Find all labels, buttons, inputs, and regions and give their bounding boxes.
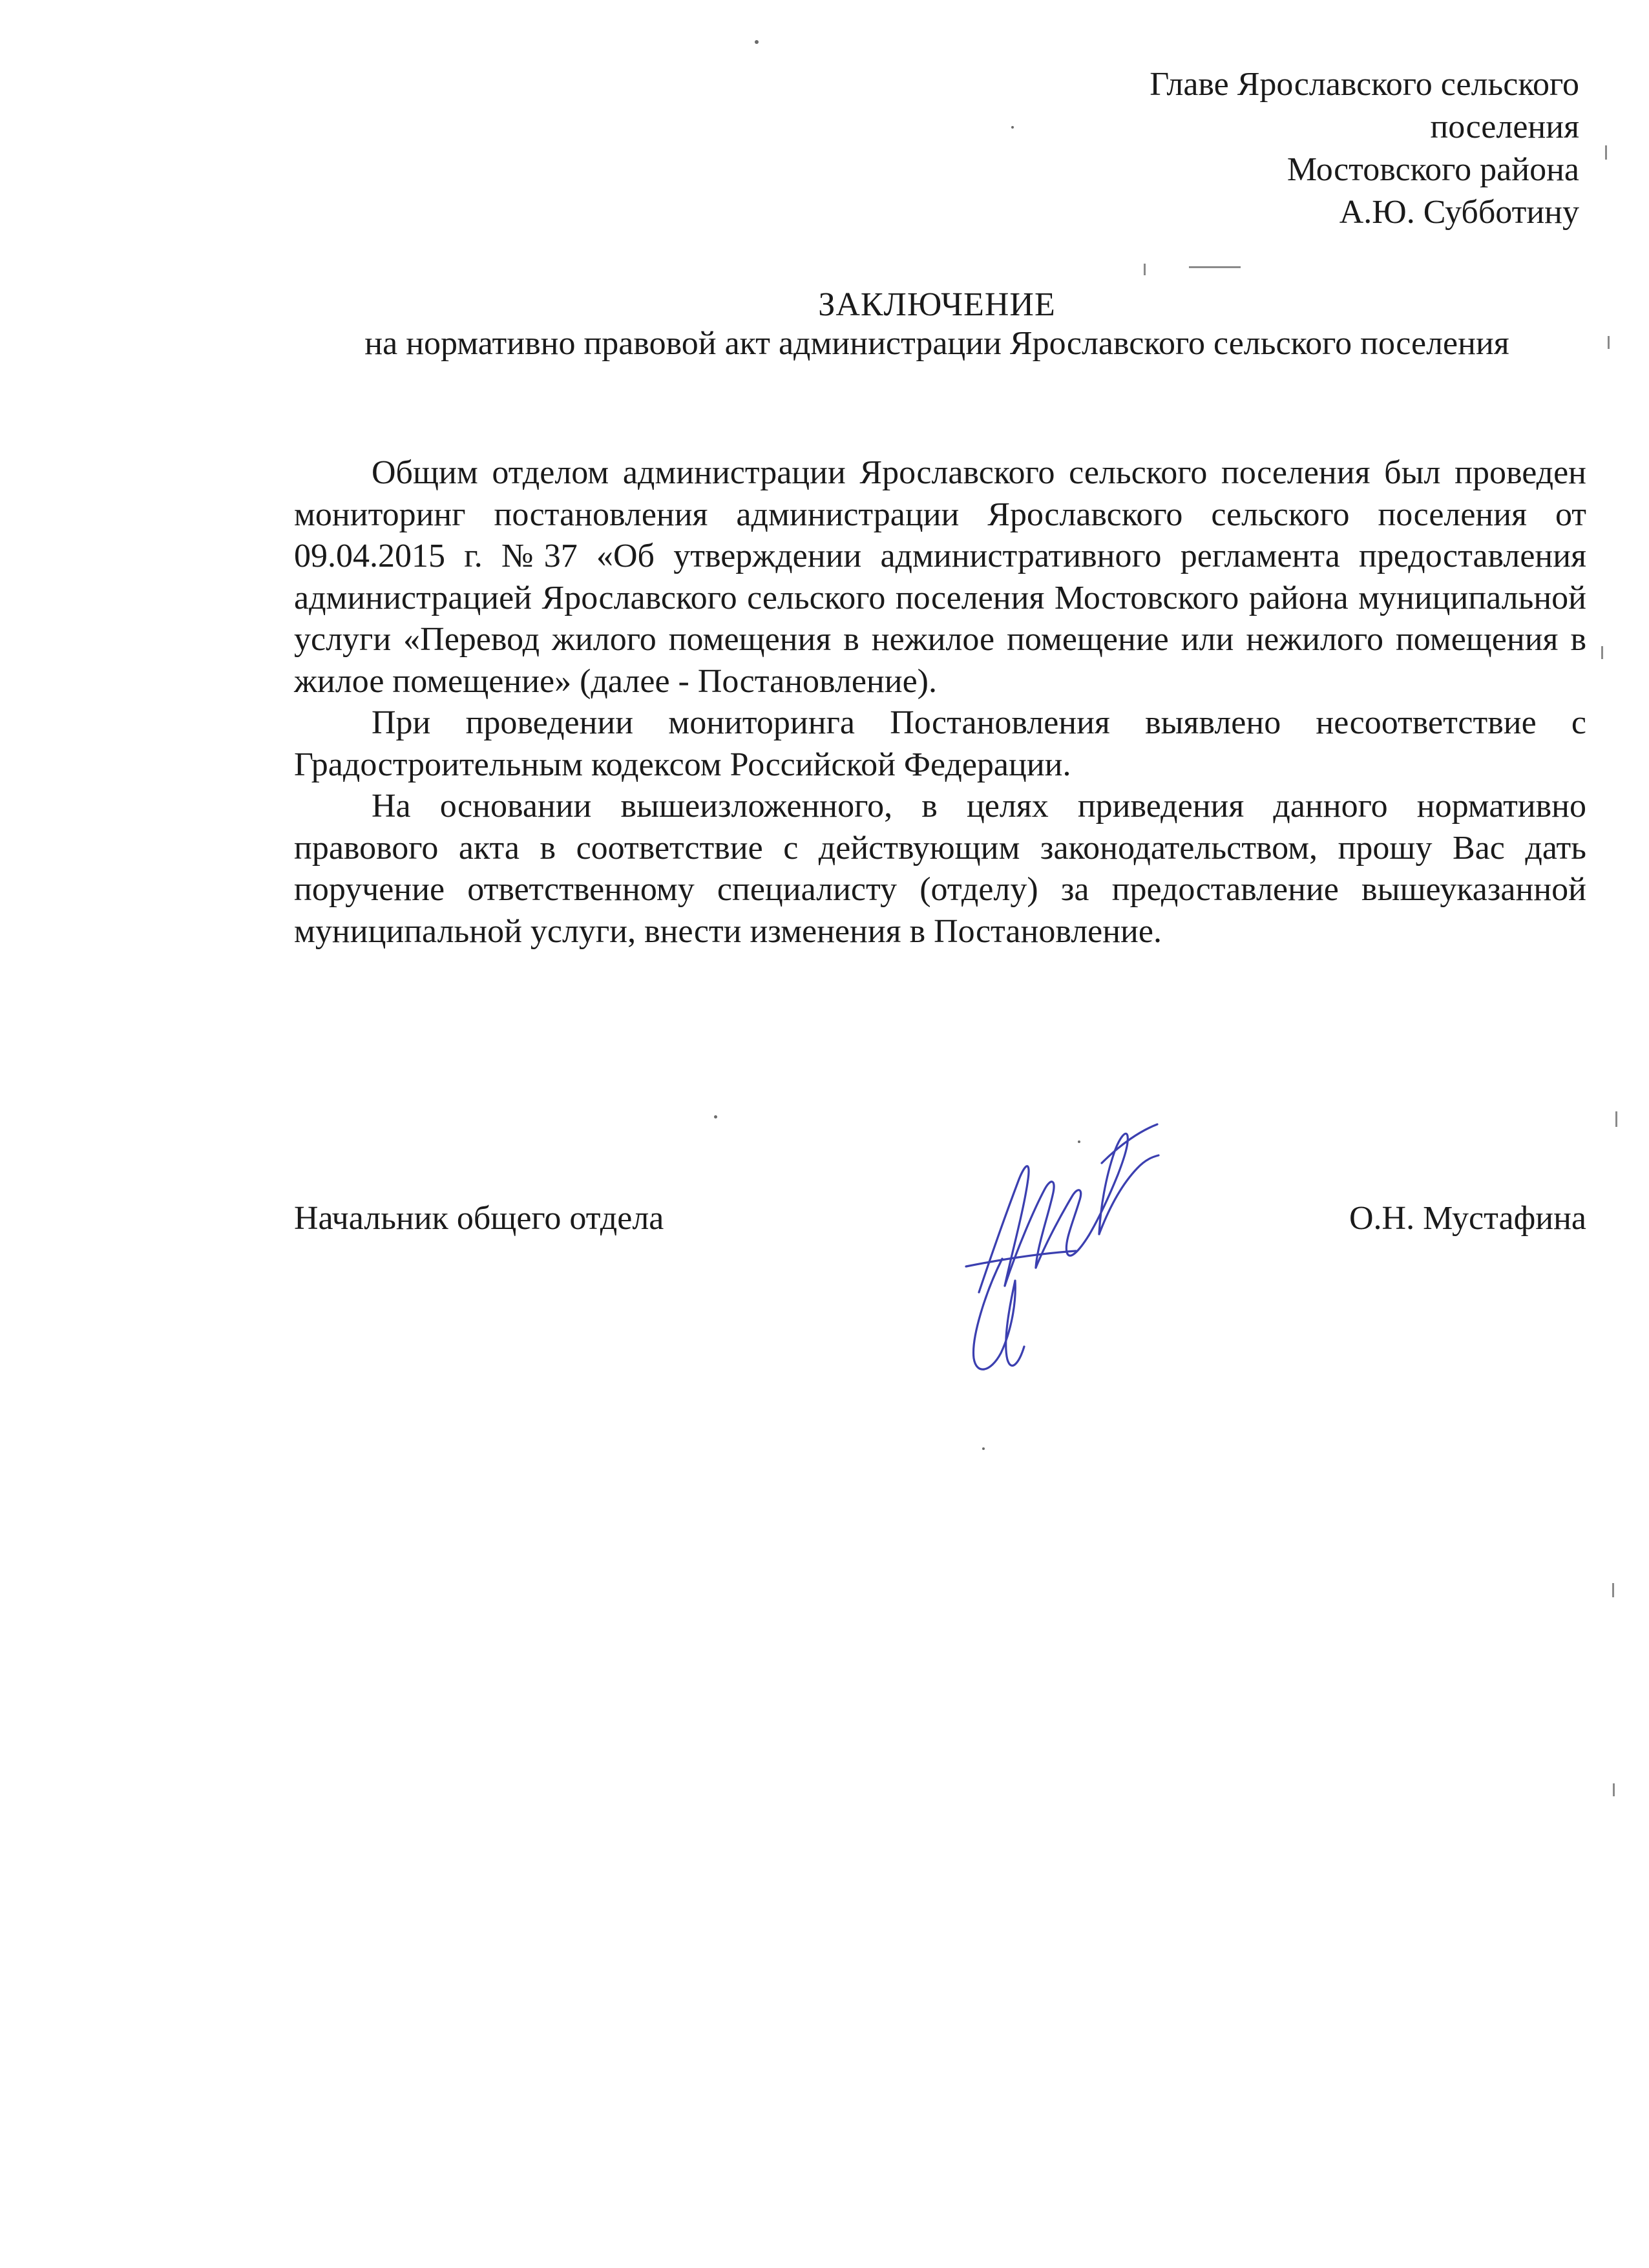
body-paragraph-2: При проведении мониторинга Постановления выявлено несоответствие с Градостроительным кодексом Российской Федерации. (294, 704, 1586, 783)
signer-position: Начальник общего отдела (294, 1200, 664, 1237)
scan-mark (1608, 336, 1610, 349)
scan-mark (1601, 646, 1603, 659)
signature-block (294, 1182, 1586, 1350)
scan-speck (714, 1115, 717, 1118)
scan-mark (1613, 1783, 1615, 1796)
body-paragraph-1: Общим отделом администрации Ярославского сельского поселения был проведен мониторинг постановления администрации Ярославского сельского поселения от 09.04.2015 г. №37 «Об утверждении административного регламента предоставления администрацией Ярославского сельского поселения Мостовского района муниципальной услуги «Перевод жилого помещения в нежилое помещение или нежилого помещения в жилое помещение» (далее - Постановление). (294, 454, 1586, 700)
body-paragraph-3: На основании вышеизложенного, в целях приведения данного нормативно правового акта в соответствие с действующим законодательством, прошу Вас дать поручение ответственному специалисту (отделу) за предоставление вышеуказанной муниципальной услуги, внести изменения в Постановление. (294, 788, 1586, 950)
scan-mark (1612, 1583, 1614, 1597)
addressee-line-4: А.Ю. Субботину (1339, 194, 1579, 231)
document-title: ЗАКЛЮЧЕНИЕ (818, 286, 1056, 323)
scan-mark (1189, 266, 1241, 268)
document-subtitle: на нормативно правовой акт администрации Ярославского сельского поселения (364, 325, 1509, 362)
scan-mark (1605, 145, 1607, 160)
scan-speck (755, 40, 759, 44)
scan-speck (1011, 126, 1014, 129)
signer-name: О.Н. Мустафина (1349, 1200, 1586, 1237)
scan-speck (1078, 1140, 1080, 1143)
document-body (294, 452, 1586, 952)
addressee-line-2: поселения (1430, 109, 1579, 145)
handwritten-signature (940, 1098, 1160, 1383)
addressee-line-3: Мостовского района (1287, 151, 1579, 188)
scan-speck (982, 1447, 985, 1450)
addressee-block (868, 63, 1579, 234)
addressee-line-1: Главе Ярославского сельского (1150, 66, 1579, 103)
scan-mark (1144, 264, 1146, 275)
scan-mark (1615, 1111, 1617, 1127)
